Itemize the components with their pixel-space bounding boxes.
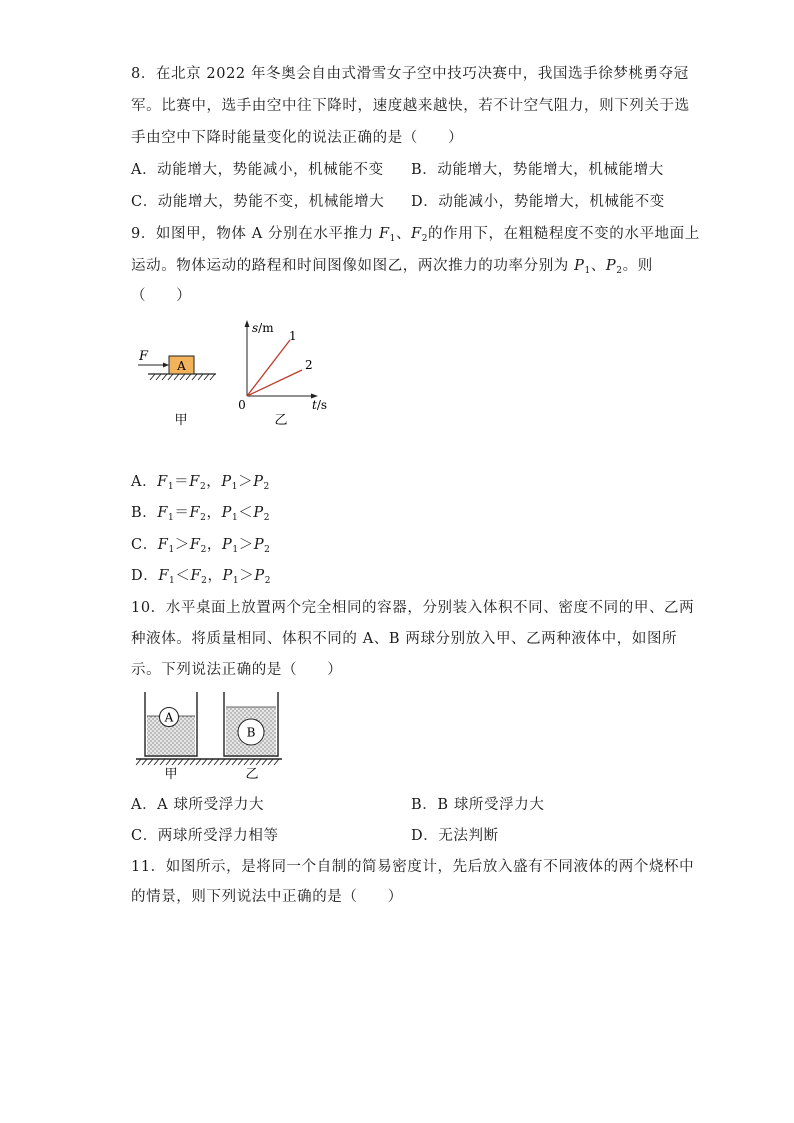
sub: 1 [231,513,239,523]
relation: ＞ [238,474,254,490]
sub: 1 [168,513,175,523]
p1-symbol: P [574,258,585,274]
block-a-label: A [177,359,186,373]
comma: ， [206,537,223,553]
q9-line-3: （ ） [131,288,192,304]
p2-sub: 2 [616,266,623,276]
sub: 1 [231,482,239,492]
figure-yi-graph [238,320,327,428]
sym: P [221,474,232,490]
q8-option-d: D．动能减小，势能增大，机械能不变 [411,194,665,210]
force-label: F [139,349,149,364]
q9-line-1 [131,224,700,249]
relation: ＝ [174,474,190,490]
sub: 2 [263,482,270,492]
relation: ＜ [175,568,191,584]
comma: ， [206,505,222,521]
jia-label: 甲 [174,413,188,428]
sub: 1 [167,482,175,492]
q8-line-2: 军。比赛中，选手由空中往下降时，速度越来越快，若不计空气阻力，则下列关于选 [131,98,690,114]
force-arrowhead [163,363,169,368]
q8-option-a: A．动能增大，势能减小，机械能不变 [131,162,384,178]
q9-line-2 [131,256,653,281]
q9-option-c [131,535,271,560]
sym: F [157,474,168,490]
comma: ， [206,474,222,490]
sym: P [254,568,265,584]
f2-sub: 2 [421,234,429,244]
sub: 2 [264,576,272,586]
q8-option-c: C．动能增大，势能不变，机械能增大 [131,194,385,210]
q9-option-d-prefix: D． [131,568,159,584]
sub: 2 [201,576,208,586]
q10-option-d: D．无法判断 [411,828,499,844]
p1-sub: 1 [584,266,591,276]
container-yi [224,692,278,756]
ball-a-label: A [164,710,174,725]
q10-option-c: C．两球所受浮力相等 [131,828,279,844]
x-axis-label: t/s [312,398,328,412]
sym: P [253,537,265,553]
q10-figure [130,688,290,784]
q9-option-b-prefix: B． [131,505,158,521]
sym: F [158,568,169,584]
q8-line-3: 手由空中下降时能量变化的说法正确的是（ ） [131,130,464,146]
sym: P [222,537,233,553]
line-1 [247,340,290,396]
y-axis-label: s/m [252,321,274,335]
q8-line-1: 8．在北京 2022 年冬奥会自由式滑雪女子空中技巧决赛中，我国选手徐梦桃勇夺冠 [131,66,689,82]
yi-label: 乙 [245,767,259,782]
q9-line2-suffix: 。则 [622,258,653,274]
q9-option-b [131,503,270,528]
sub: 2 [200,545,207,555]
line-1-label: 1 [289,329,297,343]
q9-sep: 、 [395,226,412,242]
ball-b-label: B [246,725,256,740]
relation: ＝ [174,505,190,521]
q9-option-a-prefix: A． [131,474,158,490]
q9-option-a [131,472,270,497]
q10-line-1: 10．水平桌面上放置两个完全相同的容器，分别装入体积不同、密度不同的甲、乙两 [131,600,695,616]
q10-option-a: A．A 球所受浮力大 [131,797,265,813]
sym: F [157,537,169,553]
origin-label: 0 [238,398,246,412]
relation: ＜ [238,505,254,521]
f2-symbol: F [411,226,422,242]
q10-line-2: 种液体。将质量相同、体积不同的 A、B 两球分别放入甲、乙两种液体中，如图所 [131,631,678,647]
relation: ＞ [174,537,190,553]
sub: 1 [169,576,176,586]
q9-option-d [131,566,271,591]
sym: F [189,474,200,490]
jia-label: 甲 [164,767,178,782]
y-axis-arrow [245,320,250,327]
q9-option-c-prefix: C． [131,537,158,553]
p2-symbol: P [605,258,617,274]
sub: 1 [232,576,240,586]
q9-line2-prefix: 运动。物体运动的路程和时间图像如图乙，两次推力的功率分别为 [131,258,575,274]
q9-line1-suffix: 的作用下，在粗糙程度不变的水平地面上 [428,226,700,242]
q9-figure [130,318,340,428]
q8-option-b: B．动能增大，势能增大，机械能增大 [411,162,664,178]
sub: 2 [263,513,271,523]
ground-hatch [150,374,215,380]
container-jia [145,692,197,756]
relation: ＞ [239,568,255,584]
line-2 [247,370,302,396]
f1-sub: 1 [389,234,396,244]
q11-line-2: 的情景，则下列说法中正确的是（ ） [131,889,403,905]
q9-sep-2: 、 [590,258,606,274]
sym: F [189,537,201,553]
q9-line1-prefix: 9．如图甲，物体 A 分别在水平推力 [131,226,379,242]
sym: F [190,568,202,584]
sym: F [189,505,201,521]
sym: P [221,505,232,521]
figure-jia [138,349,216,428]
q11-line-1: 11．如图所示，是将同一个自制的简易密度计，先后放入盛有不同液体的两个烧杯中 [131,859,695,875]
q10-line-3: 示。下列说法正确的是（ ） [131,662,343,678]
sub: 2 [200,513,207,523]
sub: 1 [168,545,175,555]
sym: F [157,505,169,521]
sym: P [253,505,264,521]
comma: ， [207,568,223,584]
sym: P [222,568,233,584]
line-2-label: 2 [305,358,313,372]
relation: ＞ [238,537,254,553]
sub: 2 [264,545,271,555]
q10-option-b: B．B 球所受浮力大 [411,797,545,813]
f1-symbol: F [378,226,390,242]
sym: P [253,474,264,490]
sub: 2 [199,482,207,492]
yi-label: 乙 [274,413,288,428]
sub: 1 [232,545,239,555]
table-hatch [136,759,279,765]
